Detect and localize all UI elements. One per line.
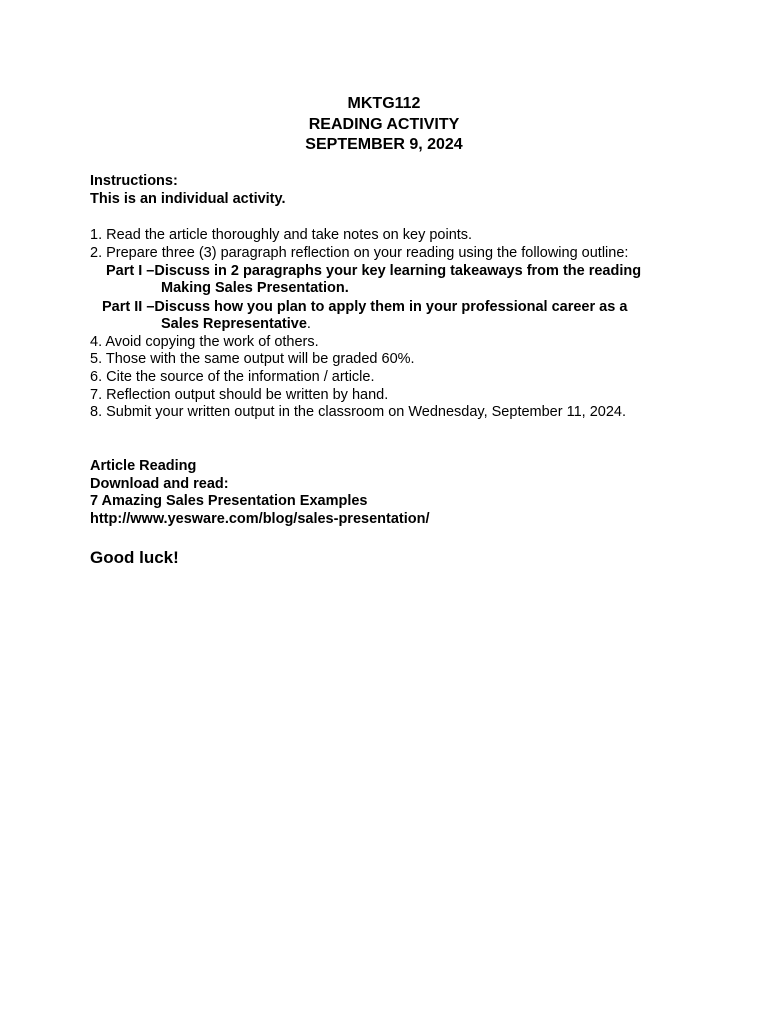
- outline-part-1: [90, 263, 730, 281]
- part-2-continuation: [90, 316, 730, 334]
- closing-text: Good luck!: [90, 548, 179, 567]
- list-item: 5. Those with the same output will be graded 60%.: [90, 351, 415, 368]
- list-item: 1. Read the article thoroughly and take notes on key points.: [90, 227, 473, 243]
- part-2-text: Discuss how you plan to apply them in your professional career as a: [154, 298, 628, 315]
- part-1-continuation: Making Sales Presentation.: [161, 280, 349, 297]
- instructions-heading: Instructions:: [90, 173, 178, 189]
- list-item: 2. Prepare three (3) paragraph reflection on your reading using the following outline:: [90, 244, 629, 261]
- course-code: MKTG112: [347, 95, 421, 112]
- activity-title: READING ACTIVITY: [308, 115, 460, 133]
- article-url[interactable]: http://www.yesware.com/blog/sales-presentation/: [90, 510, 430, 527]
- part-2-role: Sales Representative: [161, 316, 307, 333]
- part-2-label: Part II –: [102, 298, 155, 315]
- article-section: [90, 458, 730, 528]
- part-1-label: Part I –: [106, 262, 155, 279]
- list-item: 7. Reflection output should be written by hand.: [90, 386, 389, 403]
- list-item: 4. Avoid copying the work of others.: [90, 333, 319, 350]
- document-header: [0, 94, 768, 156]
- instructions-section: [90, 173, 730, 208]
- part-2-period: .: [306, 316, 311, 333]
- activity-date: SEPTEMBER 9, 2024: [305, 136, 463, 153]
- instructions-list: [90, 227, 730, 422]
- outline-part-2: [90, 299, 730, 317]
- article-title: 7 Amazing Sales Presentation Examples: [90, 493, 368, 510]
- download-label: Download and read:: [90, 475, 229, 492]
- instructions-note: This is an individual activity.: [90, 190, 286, 207]
- article-heading: Article Reading: [90, 458, 197, 474]
- list-item: 8. Submit your written output in the classroom on Wednesday, September 11, 2024.: [90, 404, 626, 421]
- part-1-text: Discuss in 2 paragraphs your key learning takeaways from the reading: [154, 262, 642, 279]
- list-item: 6. Cite the source of the information / article.: [90, 368, 375, 385]
